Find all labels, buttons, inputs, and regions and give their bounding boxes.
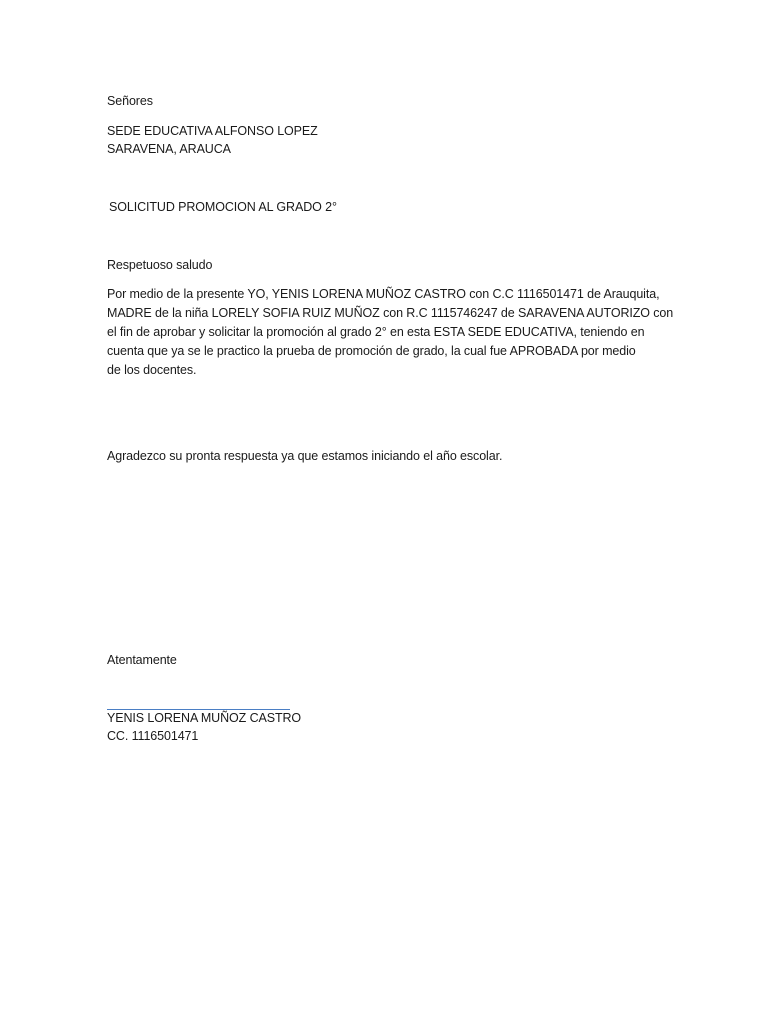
subject-line: SOLICITUD PROMOCION AL GRADO 2° — [109, 200, 337, 214]
thanks-paragraph: Agradezco su pronta respuesta ya que estamos iniciando el año escolar. — [107, 449, 503, 463]
body-line: de los docentes. — [107, 363, 197, 377]
greeting: Respetuoso saludo — [107, 258, 213, 272]
closing: Atentamente — [107, 653, 177, 667]
salutation: Señores — [107, 94, 153, 108]
signer-id: CC. 1116501471 — [107, 729, 199, 743]
recipient-line-2: SARAVENA, ARAUCA — [107, 142, 231, 156]
body-line: MADRE de la niña LORELY SOFIA RUIZ MUÑOZ con R.C 1115746247 de SARAVENA AUTORIZO con — [107, 306, 674, 320]
body-line: el fin de aprobar y solicitar la promoción al grado 2° en esta ESTA SEDE EDUCATIVA, teniendo en — [107, 325, 645, 339]
recipient-line-1: SEDE EDUCATIVA ALFONSO LOPEZ — [107, 124, 318, 138]
body-line: Por medio de la presente YO, YENIS LORENA MUÑOZ CASTRO con C.C 1116501471 de Arauquita, — [107, 287, 660, 301]
signer-name: YENIS LORENA MUÑOZ CASTRO — [107, 711, 302, 725]
body-paragraph — [107, 285, 674, 380]
body-line: cuenta que ya se le practico la prueba de promoción de grado, la cual fue APROBADA por medio — [107, 344, 636, 358]
